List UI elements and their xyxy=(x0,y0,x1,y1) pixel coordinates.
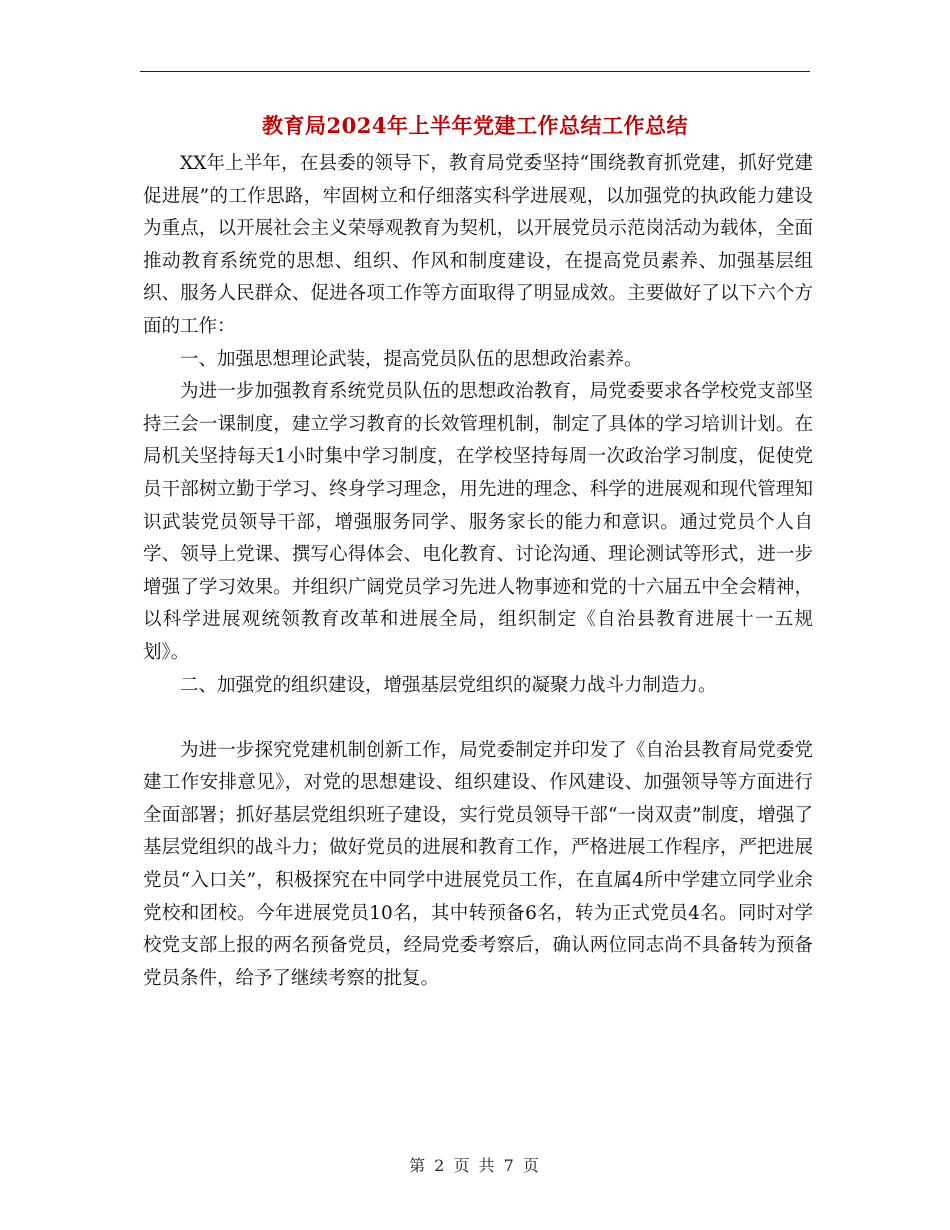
document-title: 教育局2024年上半年党建工作总结工作总结 xyxy=(262,113,688,138)
section-heading-2: 二、加强党的组织建设，增强基层党组织的凝聚力战斗力制造力。 xyxy=(180,674,717,696)
document-body xyxy=(143,148,813,995)
section-2-paragraph: 为进一步探究党建机制创新工作，局党委制定并印发了《自治县教育局党委党建工作安排意见》，对党的思想建设、组织建设、作风建设、加强领导等方面进行全面部署；抓好基层党组织班子建设，实行党员领导干部“一岗双责”制度，增强了基层党组织的战斗力；做好党员的进展和教育工作，严格进展工作程序，严把进展党员“入口关”，积极探究在中同学中进展党员工作，在直属4所中学建立同学业余党校和团校。今年进展党员10名，其中转预备6名，转为正式党员4名。同时对学校党支部上报的两名预备党员，经局党委考察后，确认两位同志尚不具备转为预备党员条件，给予了继续考察的批复。 xyxy=(143,739,813,989)
section-1-paragraph: 为进一步加强教育系统党员队伍的思想政治教育，局党委要求各学校党支部坚持三会一课制度，建立学习教育的长效管理机制，制定了具体的学习培训计划。在局机关坚持每天1小时集中学习制度，在学校坚持每周一次政治学习制度，促使党员干部树立勤于学习、终身学习理念，用先进的理念、科学的进展观和现代管理知识武装党员领导干部，增强服务同学、服务家长的能力和意识。通过党员个人自学、领导上党课、撰写心得体会、电化教育、讨论沟通、理论测试等形式，进一步增强了学习效果。并组织广阔党员学习先进人物事迹和党的十六届五中全会精神，以科学进展观统领教育改革和进展全局，组织制定《自治县教育进展十一五规划》。 xyxy=(143,381,813,663)
section-heading-1: 一、加强思想理论武装，提高党员队伍的思想政治素养。 xyxy=(180,348,643,370)
page-number: 第 2 页 共 7 页 xyxy=(409,1156,541,1175)
header-rule xyxy=(140,71,810,72)
intro-paragraph: XX年上半年，在县委的领导下，教育局党委坚持“围绕教育抓党建，抓好党建促进展”的工作思路，牢固树立和仔细落实科学进展观，以加强党的执政能力建设为重点，以开展社会主义荣辱观教育为契机，以开展党员示范岗活动为载体，全面推动教育系统党的思想、组织、作风和制度建设，在提高党员素养、加强基层组织、服务人民群众、促进各项工作等方面取得了明显成效。主要做好了以下六个方面的工作： xyxy=(143,153,813,337)
